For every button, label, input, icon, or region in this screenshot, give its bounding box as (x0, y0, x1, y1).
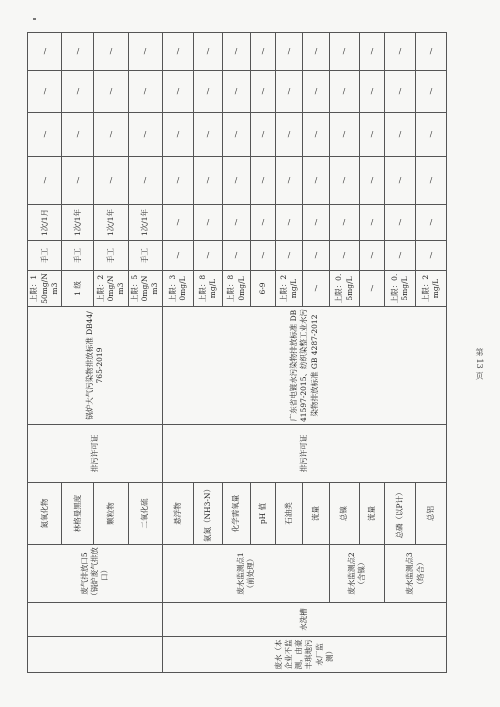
slash-cell: / (385, 33, 416, 71)
frequency-cell: 1次/1年 (128, 205, 162, 241)
slash-cell: / (302, 157, 329, 205)
slash-cell: / (128, 33, 162, 71)
frequency-cell: 1次/1月 (28, 205, 62, 241)
slash-cell: / (302, 241, 329, 271)
slash-cell: / (360, 157, 385, 205)
limit-cell: 上限：8mg/L (193, 271, 222, 307)
slash-cell: / (28, 33, 62, 71)
pollutant-cell: 二氧化硫 (128, 483, 162, 545)
slash-cell: / (193, 157, 222, 205)
slash-cell: / (276, 71, 303, 113)
slash-cell: / (62, 71, 94, 113)
slash-cell: / (222, 205, 251, 241)
slash-cell: / (416, 113, 447, 157)
page-number: 第 13 页 (475, 348, 484, 380)
slash-cell: / (385, 157, 416, 205)
slash-cell: / (193, 205, 222, 241)
slash-cell: / (222, 71, 251, 113)
blank-cell (28, 637, 163, 673)
slash-cell: / (276, 241, 303, 271)
pollutant-cell: 总镍 (329, 483, 360, 545)
pollutant-cell: 总铝 (416, 483, 447, 545)
slash-cell: / (329, 33, 360, 71)
blank-cell (28, 603, 163, 637)
slash-cell: / (193, 113, 222, 157)
slash-cell: / (329, 113, 360, 157)
slash-cell: / (416, 241, 447, 271)
limit-cell: 上限：50mg/Nm3 (128, 271, 162, 307)
limit-cell: 上限：2mg/L (416, 271, 447, 307)
limit-cell: 上限：2mg/L (276, 271, 303, 307)
outlet-cell: 废水监测点3（络合） (385, 545, 447, 603)
table-row (28, 33, 62, 673)
slash-cell: / (385, 113, 416, 157)
permit-cell: 排污许可证 (28, 425, 163, 483)
slash-cell: / (62, 157, 94, 205)
slash-cell: / (62, 33, 94, 71)
limit-cell: 上限：0.5mg/L (329, 271, 360, 307)
frequency-cell: 1次/1年 (94, 205, 128, 241)
slash-cell: / (94, 157, 128, 205)
slash-cell: / (302, 33, 329, 71)
method-cell: 手工 (62, 241, 94, 271)
slash-cell: / (251, 71, 276, 113)
slash-cell: / (128, 71, 162, 113)
slash-cell: / (193, 33, 222, 71)
slash-cell: / (360, 205, 385, 241)
pollutant-cell: pH 值 (251, 483, 276, 545)
permit-cell: 排污许可证 (162, 425, 446, 483)
slash-cell: / (416, 205, 447, 241)
limit-cell: 6-9 (251, 271, 276, 307)
method-cell: 手工 (28, 241, 62, 271)
slash-cell: / (329, 205, 360, 241)
slash-cell: / (276, 33, 303, 71)
slash-cell: / (94, 71, 128, 113)
pollutant-cell: 总磷（以P计） (385, 483, 416, 545)
slash-cell: / (385, 205, 416, 241)
slash-cell: / (94, 33, 128, 71)
slash-cell: / (193, 71, 222, 113)
slash-cell: / (128, 113, 162, 157)
slash-cell: / (94, 113, 128, 157)
slash-cell: / (162, 157, 193, 205)
slash-cell: / (62, 113, 94, 157)
slash-cell: / (251, 205, 276, 241)
slash-cell: / (329, 157, 360, 205)
table-row (162, 33, 193, 673)
slash-cell: / (360, 271, 385, 307)
pollutant-cell: 颗粒物 (94, 483, 128, 545)
limit-cell: 上限：30mg/L (162, 271, 193, 307)
slash-cell: / (193, 241, 222, 271)
slash-cell: / (251, 113, 276, 157)
slash-cell: / (251, 241, 276, 271)
limit-cell: 上限：150mg/Nm3 (28, 271, 62, 307)
slash-cell: / (302, 113, 329, 157)
slash-cell: / (360, 71, 385, 113)
slash-cell: / (416, 33, 447, 71)
slash-cell: / (302, 271, 329, 307)
slash-cell: / (222, 113, 251, 157)
pollutant-cell: 流量 (302, 483, 329, 545)
outlet-cell: 废水监测点1（前处理） (162, 545, 329, 603)
limit-cell: 上限：20mg/Nm3 (94, 271, 128, 307)
outlet-cell: 废气排放口5（锅炉废气排放口） (28, 545, 163, 603)
slash-cell: / (329, 241, 360, 271)
slash-cell: / (385, 241, 416, 271)
slash-cell: / (360, 33, 385, 71)
outlet-cell: 废水监测点2（含镍） (329, 545, 385, 603)
frequency-cell: 1次/1年 (62, 205, 94, 241)
slash-cell: / (416, 157, 447, 205)
facility-cell: 水洗槽 (162, 603, 446, 637)
slash-cell: / (276, 157, 303, 205)
limit-cell: 上限：80mg/L (222, 271, 251, 307)
pollutant-cell: 化学需氧量 (222, 483, 251, 545)
slash-cell: / (276, 113, 303, 157)
slash-cell: / (329, 71, 360, 113)
pollutant-cell: 悬浮物 (162, 483, 193, 545)
slash-cell: / (360, 241, 385, 271)
slash-cell: / (162, 241, 193, 271)
slash-cell: / (162, 113, 193, 157)
scan-mark (33, 18, 36, 20)
slash-cell: / (222, 241, 251, 271)
rotated-table-wrapper (27, 33, 447, 673)
slash-cell: / (276, 205, 303, 241)
method-cell: 手工 (94, 241, 128, 271)
section-cell: 废水（本企业不监测，由豪丰琪地污水厂监测） (162, 637, 446, 673)
standard-cell: 广东省电镀水污染物排放标准 DB41597-2015、纺织染整工业水污染物排放标准 GB 4287-2012 (162, 307, 446, 425)
limit-cell: 1 级 (62, 271, 94, 307)
slash-cell: / (360, 113, 385, 157)
standard-cell: 锅炉大气污染物排放标准 DB44/765-2019 (28, 307, 163, 425)
slash-cell: / (222, 157, 251, 205)
pollutant-cell: 氮氧化物 (28, 483, 62, 545)
slash-cell: / (28, 71, 62, 113)
slash-cell: / (162, 71, 193, 113)
slash-cell: / (162, 205, 193, 241)
slash-cell: / (416, 71, 447, 113)
slash-cell: / (302, 205, 329, 241)
monitoring-table (27, 32, 447, 673)
slash-cell: / (222, 33, 251, 71)
method-cell: 手工 (128, 241, 162, 271)
slash-cell: / (251, 157, 276, 205)
slash-cell: / (28, 113, 62, 157)
slash-cell: / (128, 157, 162, 205)
slash-cell: / (302, 71, 329, 113)
slash-cell: / (385, 71, 416, 113)
slash-cell: / (28, 157, 62, 205)
pollutant-cell: 林格曼黑度 (62, 483, 94, 545)
slash-cell: / (162, 33, 193, 71)
slash-cell: / (251, 33, 276, 71)
pollutant-cell: 石油类 (276, 483, 303, 545)
pollutant-cell: 氨氮（NH3-N） (193, 483, 222, 545)
limit-cell: 上限：0.5mg/L (385, 271, 416, 307)
pollutant-cell: 流量 (360, 483, 385, 545)
